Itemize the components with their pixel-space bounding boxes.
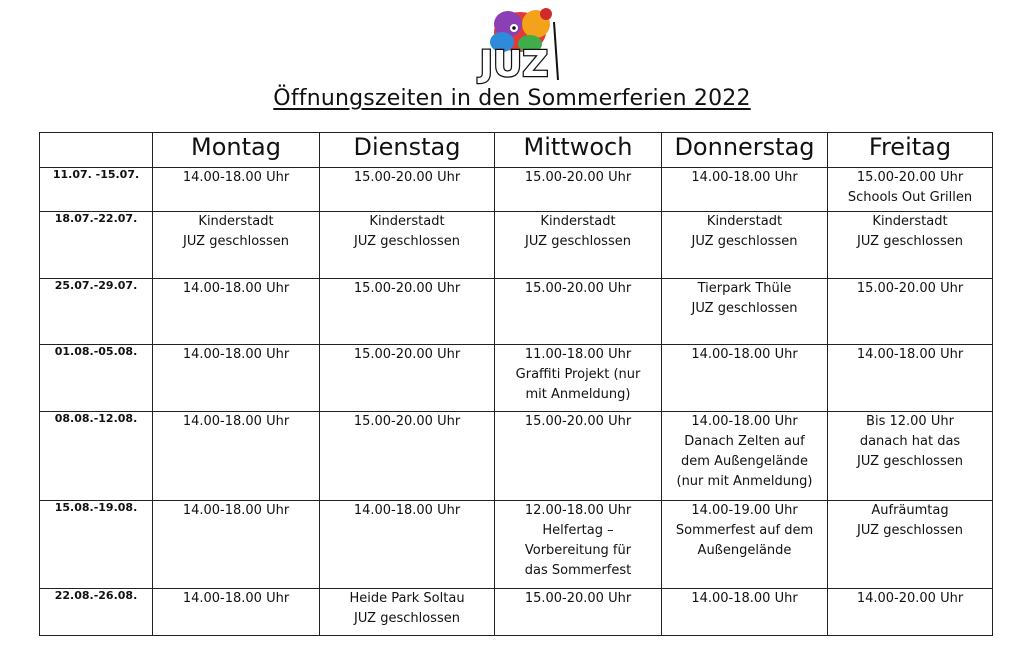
logo-text: JUZ — [479, 44, 549, 85]
cell-line: Aufräumtag — [871, 503, 949, 518]
cell-line: JUZ geschlossen — [354, 234, 460, 249]
cell-line: 14.00-18.00 Uhr — [182, 170, 290, 185]
schedule-cell — [320, 279, 495, 345]
day-header: Mittwoch — [495, 133, 662, 168]
week-cell: 01.08.-05.08. — [40, 345, 153, 412]
cell-line: 14.00-18.00 Uhr — [691, 591, 798, 606]
cell-line: dem Außengelände — [681, 454, 808, 469]
schedule-cell — [828, 589, 993, 636]
schedule-cell — [153, 412, 320, 501]
cell-line: 14.00-18.00 Uhr — [856, 347, 964, 362]
cell-line: JUZ geschlossen — [857, 234, 963, 249]
schedule-cell — [662, 412, 828, 501]
cell-line: das Sommerfest — [524, 563, 632, 578]
cell-line: 15.00-20.00 Uhr — [524, 414, 632, 429]
schedule-cell — [320, 412, 495, 501]
schedule-cell — [828, 212, 993, 279]
schedule-cell — [320, 501, 495, 589]
table-row — [40, 168, 993, 212]
cell-line: Heide Park Soltau — [349, 591, 465, 606]
juz-logo — [458, 2, 570, 86]
cell-line: 15.00-20.00 Uhr — [353, 347, 461, 362]
week-cell: 11.07. -15.07. — [40, 168, 153, 212]
schedule-cell — [662, 279, 828, 345]
cell-line: 14.00-18.00 Uhr — [691, 414, 798, 429]
cell-line: 14.00-18.00 Uhr — [353, 503, 461, 518]
schedule-cell — [495, 501, 662, 589]
cell-line: 15.00-20.00 Uhr — [353, 281, 461, 296]
schedule-cell — [495, 212, 662, 279]
cell-line: Kinderstadt — [369, 214, 445, 229]
cell-line: 11.00-18.00 Uhr — [524, 347, 632, 362]
cell-line: 14.00-18.00 Uhr — [182, 347, 290, 362]
cell-line: 12.00-18.00 Uhr — [524, 503, 632, 518]
cell-line: 15.00-20.00 Uhr — [524, 281, 632, 296]
cell-line: JUZ geschlossen — [857, 454, 963, 469]
cell-line: JUZ geschlossen — [525, 234, 631, 249]
schedule-cell — [662, 168, 828, 212]
cell-line: Tierpark Thüle — [697, 281, 792, 296]
cell-line: Schools Out Grillen — [847, 190, 973, 205]
week-cell: 18.07.-22.07. — [40, 212, 153, 279]
table-row — [40, 212, 993, 279]
week-cell: 08.08.-12.08. — [40, 412, 153, 501]
day-header: Donnerstag — [662, 133, 828, 168]
cell-line: Kinderstadt — [706, 214, 783, 229]
schedule-cell — [320, 589, 495, 636]
cell-line: 15.00-20.00 Uhr — [856, 281, 964, 296]
schedule-cell — [828, 168, 993, 212]
table-row — [40, 279, 993, 345]
schedule-cell — [828, 345, 993, 412]
schedule-cell — [662, 589, 828, 636]
cell-line: 15.00-20.00 Uhr — [856, 170, 964, 185]
cell-line: 14.00-18.00 Uhr — [691, 170, 798, 185]
cell-line: 14.00-18.00 Uhr — [691, 347, 798, 362]
cell-line: 14.00-18.00 Uhr — [182, 591, 290, 606]
week-cell: 22.08.-26.08. — [40, 589, 153, 636]
week-cell: 25.07.-29.07. — [40, 279, 153, 345]
cell-line: JUZ geschlossen — [691, 234, 798, 249]
cell-line: Helfertag – — [542, 523, 614, 538]
table-row — [40, 501, 993, 589]
day-header: Dienstag — [320, 133, 495, 168]
schedule-cell — [662, 345, 828, 412]
schedule-cell — [828, 279, 993, 345]
cell-line: Vorbereitung für — [524, 543, 632, 558]
cell-line: Kinderstadt — [540, 214, 616, 229]
page-title: Öffnungszeiten in den Sommerferien 2022 — [273, 86, 751, 111]
day-header: Montag — [153, 133, 320, 168]
cell-line: 14.00-20.00 Uhr — [856, 591, 964, 606]
header-row — [40, 133, 993, 168]
corner-cell — [40, 133, 153, 168]
schedule-cell — [495, 279, 662, 345]
cell-line: 15.00-20.00 Uhr — [524, 170, 632, 185]
day-header: Freitag — [828, 133, 993, 168]
cell-line: 15.00-20.00 Uhr — [353, 414, 461, 429]
cell-line: 14.00-18.00 Uhr — [182, 414, 290, 429]
cell-line: Kinderstadt — [872, 214, 948, 229]
schedule-cell — [495, 168, 662, 212]
cell-line: Bis 12.00 Uhr — [866, 414, 954, 429]
schedule-cell — [662, 212, 828, 279]
schedule-cell — [153, 345, 320, 412]
cell-line: 14.00-18.00 Uhr — [182, 281, 290, 296]
schedule-cell — [320, 212, 495, 279]
schedule-cell — [153, 501, 320, 589]
cell-line: JUZ geschlossen — [354, 611, 460, 626]
cell-line: 14.00-19.00 Uhr — [691, 503, 798, 518]
schedule-cell — [320, 345, 495, 412]
table-row — [40, 345, 993, 412]
schedule-cell — [495, 345, 662, 412]
schedule-cell — [828, 412, 993, 501]
cell-line: 14.00-18.00 Uhr — [182, 503, 290, 518]
schedule-cell — [153, 279, 320, 345]
cell-line: Sommerfest auf dem — [675, 523, 814, 538]
schedule-cell — [828, 501, 993, 589]
schedule-cell — [153, 589, 320, 636]
cell-line: danach hat das — [859, 434, 961, 449]
schedule-cell — [320, 168, 495, 212]
table-row — [40, 412, 993, 501]
week-cell: 15.08.-19.08. — [40, 501, 153, 589]
cell-line: Außengelände — [697, 543, 792, 558]
schedule-cell — [662, 501, 828, 589]
table-row — [40, 589, 993, 636]
schedule-cell — [153, 212, 320, 279]
cell-line: Kinderstadt — [198, 214, 274, 229]
schedule-cell — [153, 168, 320, 212]
cell-line: 15.00-20.00 Uhr — [353, 170, 461, 185]
cell-line: (nur mit Anmeldung) — [676, 474, 813, 489]
cell-line: Danach Zelten auf — [684, 434, 805, 449]
schedule-table — [39, 132, 993, 636]
cell-line: JUZ geschlossen — [183, 234, 289, 249]
cell-line: JUZ geschlossen — [691, 301, 798, 316]
schedule-cell — [495, 589, 662, 636]
cell-line: Graffiti Projekt (nur — [515, 367, 641, 382]
cell-line: JUZ geschlossen — [857, 523, 963, 538]
cell-line: mit Anmeldung) — [525, 387, 631, 402]
cell-line: 15.00-20.00 Uhr — [524, 591, 632, 606]
schedule-cell — [495, 412, 662, 501]
